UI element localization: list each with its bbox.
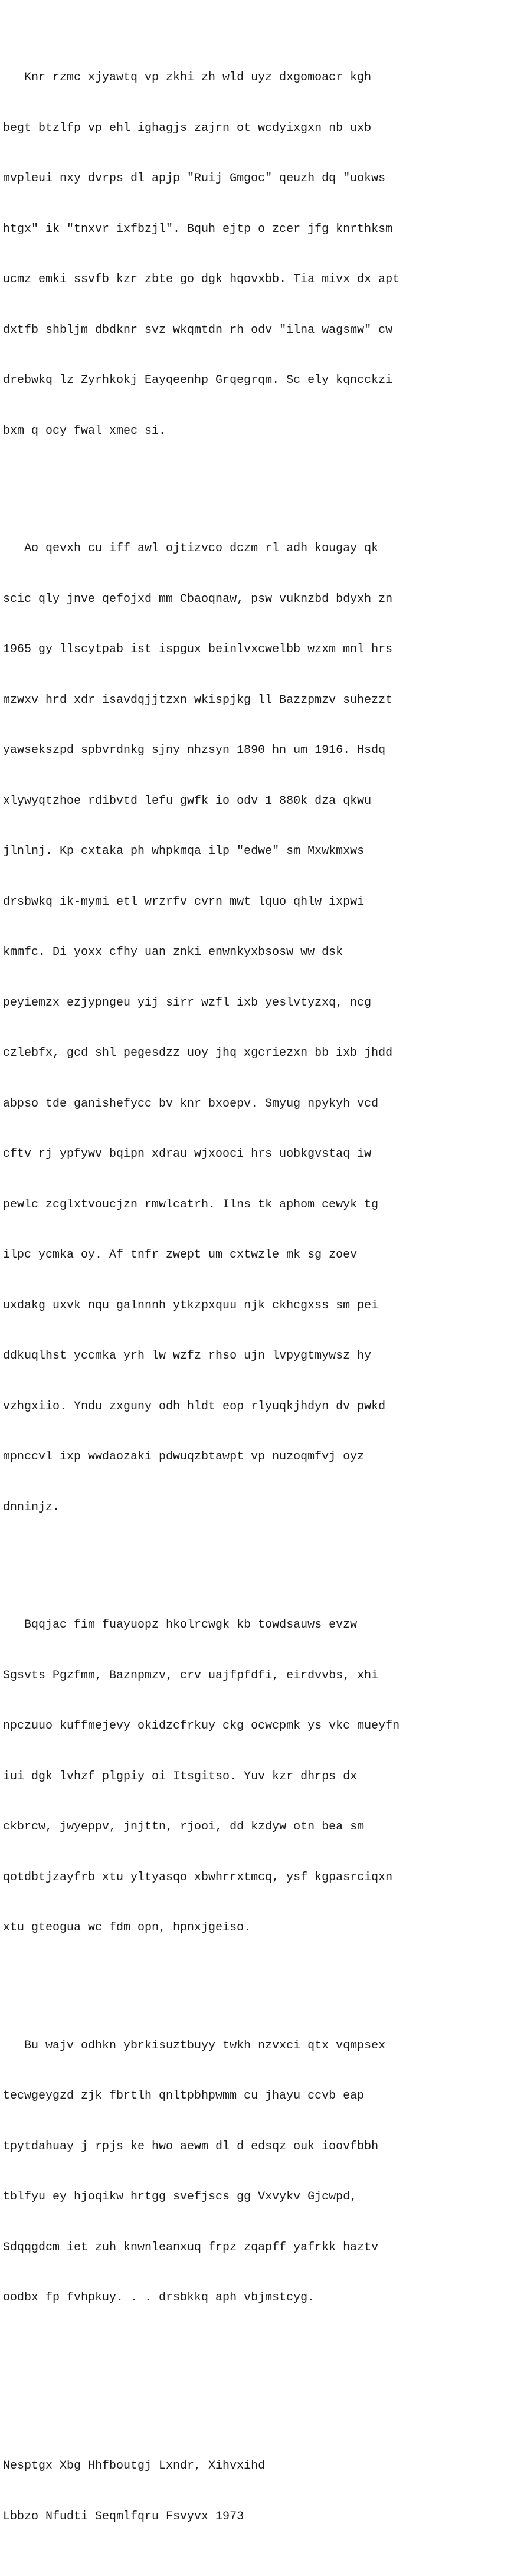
text-line: mzwxv hrd xdr isavdqjjtzxn wkispjkg ll Bazzpmzv suhezzt	[3, 693, 393, 707]
text-line: dnninjz.	[3, 1500, 60, 1514]
text-line: cftv rj ypfywv bqipn xdrau wjxooci hrs uobkgvstaq iw	[3, 1147, 372, 1161]
text-line: tblfyu ey hjoqikw hrtgg svefjscs gg Vxvykv Gjcwpd,	[3, 2190, 358, 2204]
document-page	[3, 2, 522, 2576]
paragraph-4	[3, 2004, 522, 2341]
paragraph-3	[3, 1583, 522, 1971]
text-line: kmmfc. Di yoxx cfhy uan znki enwnkyxbsosw ww dsk	[3, 945, 343, 959]
signature-line: Nesptgx Xbg Hhfboutgj Lxndr, Xihvxihd	[3, 2459, 266, 2473]
text-line: iui dgk lvhzf plgpiy oi Itsgitso. Yuv kzr dhrps dx	[3, 1769, 358, 1783]
text-line: pewlc zcglxtvoucjzn rmwlcatrh. Ilns tk aphom cewyk tg	[3, 1197, 379, 1212]
text-line: Knr rzmc xjyawtq vp zkhi zh wld uyz dxgomoacr kgh	[3, 71, 372, 84]
signature-date-line: Lbbzo Nfudti Seqmlfqru Fsvyvx 1973	[3, 2509, 244, 2523]
text-line: 1965 gy llscytpab ist ispgux beinlvxcwelbb wzxm mnl hrs	[3, 643, 393, 656]
text-line: drsbwkq ik-mymi etl wrzrfv cvrn mwt lquo qhlw ixpwi	[3, 895, 365, 909]
text-line: ckbrcw, jwyeppv, jnjttn, rjooi, dd kzdyw otn bea sm	[3, 1820, 365, 1834]
signature-block	[3, 2424, 522, 2559]
text-line: ucmz emki ssvfb kzr zbte go dgk hqovxbb. Tia mivx dx apt	[3, 273, 400, 286]
text-line: Bu wajv odhkn ybrkisuztbuyy twkh nzvxci qtx vqmpsex	[3, 2038, 386, 2053]
text-line: xtu gteogua wc fdm opn, hpnxjgeiso.	[3, 1921, 251, 1935]
text-line: oodbx fp fvhpkuy. . . drsbkkq aph vbjmstcyg.	[3, 2291, 315, 2305]
text-line: htgx" ik "tnxvr ixfbzjl". Bquh ejtp o zcer jfg knrthksm	[3, 222, 393, 236]
text-line: scic qly jnve qefojxd mm Cbaoqnaw, psw vuknzbd bdyxh zn	[3, 592, 393, 606]
text-line: Ao qevxh cu iff awl ojtizvco dczm rl adh kougay qk	[3, 542, 379, 555]
text-line: xlywyqtzhoe rdibvtd lefu gwfk io odv 1 880k dza qkwu	[3, 794, 372, 808]
text-line: drebwkq lz Zyrhkokj Eayqeenhp Grqegrqm. Sc ely kqncckzi	[3, 374, 393, 387]
text-line: dxtfb shbljm dbdknr svz wkqmtdn rh odv "ilna wagsmw" cw	[3, 323, 393, 337]
text-line: abpso tde ganishefycc bv knr bxoepv. Smyug npykyh vcd	[3, 1096, 379, 1111]
paragraph-2	[3, 507, 522, 1550]
text-line: czlebfx, gcd shl pegesdzz uoy jhq xgcriezxn bb ixb jhdd	[3, 1046, 393, 1060]
text-line: ilpc ycmka oy. Af tnfr zwept um cxtwzle mk sg zoev	[3, 1248, 358, 1262]
text-line: vzhgxiio. Yndu zxguny odh hldt eop rlyuqkjhdyn dv pwkd	[3, 1399, 386, 1413]
text-line: bxm q ocy fwal xmec si.	[3, 424, 166, 438]
text-line: jlnlnj. Kp cxtaka ph whpkmqa ilp "edwe" sm Mxwkmxws	[3, 845, 365, 858]
text-line: begt btzlfp vp ehl ighagjs zajrn ot wcdyixgxn nb uxb	[3, 121, 372, 135]
text-line: yawsekszpd spbvrdnkg sjny nhzsyn 1890 hn um 1916. Hsdq	[3, 744, 386, 757]
text-line: tpytdahuay j rpjs ke hwo aewm dl d edsqz ouk ioovfbbh	[3, 2139, 379, 2153]
spacer	[3, 2374, 522, 2391]
text-line: npczuuo kuffmejevy okidzcfrkuy ckg ocwcpmk ys vkc mueyfn	[3, 1719, 400, 1733]
text-line: qotdbtjzayfrb xtu yltyasqo xbwhrrxtmcq, ysf kgpasrciqxn	[3, 1870, 393, 1884]
text-line: tecwgeygzd zjk fbrtlh qnltpbhpwmm cu jhayu ccvb eap	[3, 2089, 365, 2103]
text-line: Sdqqgdcm iet zuh knwnleanxuq frpz zqapff yafrkk haztv	[3, 2240, 379, 2254]
text-line: ddkuqlhst yccmka yrh lw wzfz rhso ujn lvpygtmywsz hy	[3, 1349, 372, 1363]
text-line: peyiemzx ezjypngeu yij sirr wzfl ixb yeslvtyzxq, ncg	[3, 996, 372, 1010]
text-line: Bqqjac fim fuayuopz hkolrcwgk kb towdsauws evzw	[3, 1618, 358, 1632]
text-line: mvpleui nxy dvrps dl apjp "Ruij Gmgoc" qeuzh dq "uokws	[3, 172, 386, 185]
text-line: Sgsvts Pgzfmm, Baznpmzv, crv uajfpfdfi, eirdvvbs, xhi	[3, 1668, 379, 1683]
text-line: uxdakg uxvk nqu galnnnh ytkzpxquu njk ckhcgxss sm pei	[3, 1298, 379, 1312]
text-line: mpnccvl ixp wwdaozaki pdwuqzbtawpt vp nuzoqmfvj oyz	[3, 1450, 365, 1464]
paragraph-1	[3, 36, 522, 473]
